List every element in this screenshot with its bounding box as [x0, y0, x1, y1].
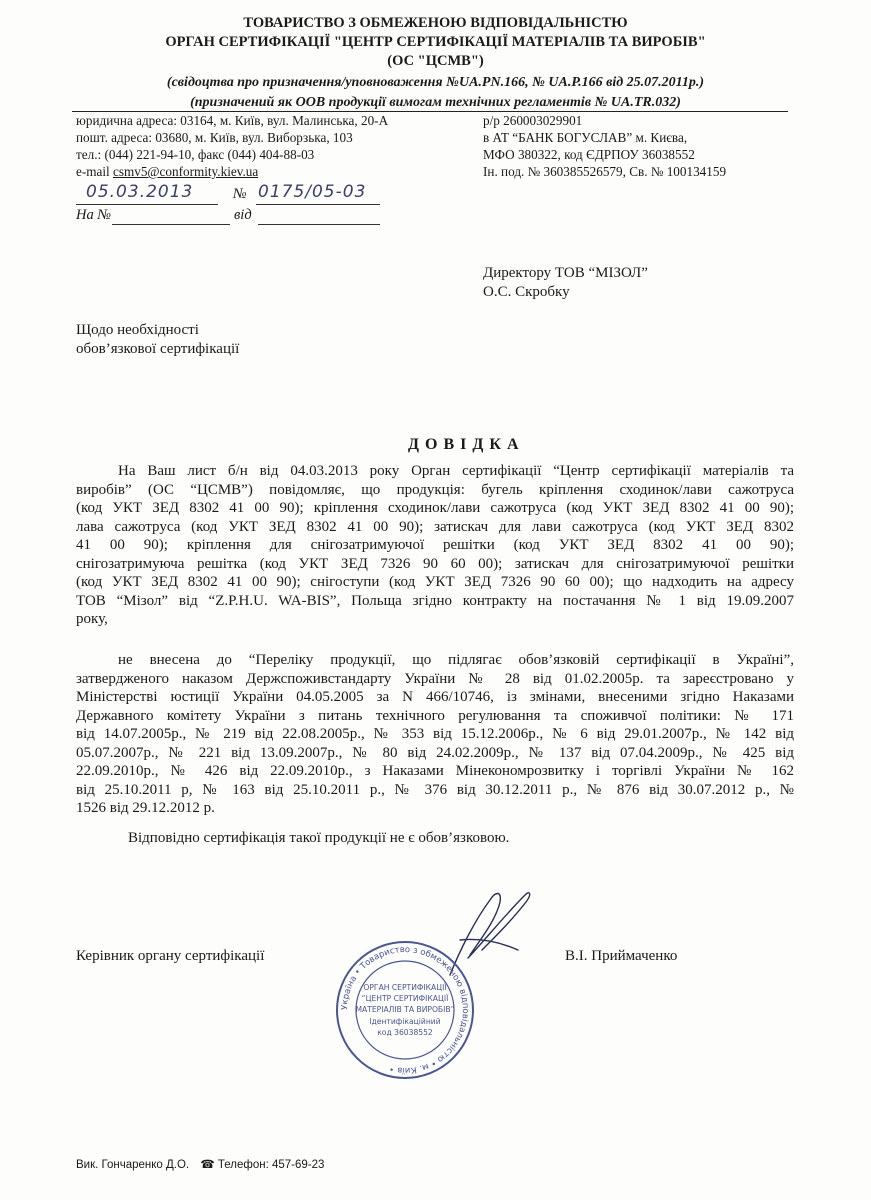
body-line: від 14.07.2005р., № 219 від 22.08.2005р., № 353 від 15.12.2006р., № 6 від 29.01.2007р., № 142 від — [76, 726, 794, 742]
org-short-name: (ОС "ЦСМВ") — [387, 53, 484, 69]
legal-address: юридична адреса: 03164, м. Київ, вул. Малинська, 20-А — [76, 113, 389, 128]
addressee-line2: О.С. Скробку — [483, 283, 570, 300]
signatory-name: В.І. Приймаченко — [565, 948, 678, 964]
email-label: e-mail — [76, 164, 113, 179]
body-line: (код УКТ ЗЕД 8302 41 00 90); снігоступи (код УКТ ЗЕД 7326 90 60 00); що надходить на адресу — [76, 574, 794, 590]
phone-fax: тел.: (044) 221-94-10, факс (044) 404-88-03 — [76, 147, 315, 162]
body-line: затвердженого наказом Держспоживстандарту України № 28 від 01.02.2005р. та зареєстровано у — [76, 670, 794, 687]
bank-mfo: МФО 380322, код ЄДРПОУ 36038552 — [483, 147, 695, 162]
body-line: ТОВ “Мізол” від “Z.P.H.U. WA-BIS”, Польща згідно контракту на постачання № 1 від 19.09.2007 — [76, 592, 794, 609]
body-line: (код УКТ ЗЕД 8302 41 00 90); кріплення сходинок/лави сажотруса (код УКТ ЗЕД 8302 41 00 90); — [76, 500, 794, 516]
subject-line2: обов’язкової сертифікації — [76, 340, 240, 357]
body-line: 05.07.2007р., № 221 від 13.09.2007р., № 80 від 24.02.2009р., № 137 від 07.04.2009р., № 425 від — [76, 744, 794, 761]
conclusion: Відповідно сертифікація такої продукції не є обов’язковою. — [128, 830, 510, 846]
org-name-line2: ОРГАН СЕРТИФІКАЦІЇ "ЦЕНТР СЕРТИФІКАЦІЇ МАТЕРІАЛІВ ТА ВИРОБІВ" — [165, 34, 706, 50]
body-line: На Ваш лист б/н від 04.03.2013 року Орган сертифікації “Центр сертифікації матеріалів та — [118, 463, 794, 479]
body-paragraph-2 — [76, 651, 794, 818]
body-line: Державного комітету України з питань технічного регулювання та споживчої політики: № 171 — [76, 707, 794, 724]
stamp-line3: МАТЕРІАЛІВ ТА ВИРОБІВ” — [355, 1005, 455, 1014]
body-line: 41 00 90); кріплення для снігозатримуючої решітки (код УКТ ЗЕД 8302 41 00 90); — [76, 537, 794, 553]
requisites-right — [483, 112, 726, 180]
body-line: 1526 від 29.12.2012 р. — [76, 800, 215, 816]
number-field — [256, 182, 380, 205]
round-stamp — [335, 940, 475, 1080]
tax-number: Ін. под. № 360385526579, Св. № 100134159 — [483, 164, 727, 179]
body-line: 22.09.2010р., № 426 від 22.09.2010р., з Наказами Мінекономрозвитку і торгівлі України № 162 — [76, 763, 794, 779]
stamp-line2: “ЦЕНТР СЕРТИФІКАЦІЇ — [361, 994, 449, 1003]
footer — [76, 1157, 324, 1171]
email-line — [76, 163, 388, 180]
body-line: снігозатримуюча решітка (код УКТ ЗЕД 7326 90 60 00); затискач для снігозатримуючої решітки — [76, 555, 794, 572]
body-line: виробів” (ОС “ЦСМВ”) повідомляє, що продукція: бугель кріплення сходинок/лави сажотруса — [76, 481, 794, 498]
body-line: року, — [76, 611, 108, 627]
handwritten-number: 0175/05-03 — [258, 182, 367, 202]
body-line: Міністерстві юстиції України 04.05.2005 за N 466/10746, із змінами, внесеними згідно Наказами — [76, 689, 794, 705]
stamp-line5: код 36038552 — [377, 1028, 433, 1037]
signatory-position: Керівник органу сертифікації — [76, 948, 265, 964]
certificate-info: (свідоцтва про призначення/уповноваження №UA.PN.166, № UA.P.166 від 25.07.2011р.) — [166, 75, 705, 90]
body-line: не внесена до “Переліку продукції, що підлягає обов’язковій сертифікації в Україні”, — [118, 652, 794, 668]
body-line: від 25.10.2011 р, № 163 від 25.10.2011 р., № 376 від 30.12.2011 р., № 876 від 30.07.2012 р., № — [76, 781, 794, 798]
requisites-left — [76, 112, 388, 180]
number-sign: № — [233, 186, 247, 202]
na-label: На № — [76, 207, 112, 223]
date-field — [76, 182, 218, 205]
subject — [76, 321, 239, 358]
stamp-outer-text: Україна • Товариство з обмеженою відповідальністю • м. Київ • — [339, 944, 471, 1076]
email-link[interactable]: csmv5@conformity.kiev.ua — [112, 164, 259, 179]
bank-account: р/р 260003029901 — [483, 113, 583, 128]
stamp-line4: Ідентифікаційний — [369, 1017, 441, 1026]
stamp-inner-text — [355, 983, 454, 1037]
postal-address: пошт. адреса: 03680, м. Київ, вул. Виборзька, 103 — [76, 130, 353, 145]
handwritten-date: 05.03.2013 — [86, 182, 194, 202]
body-paragraph-1 — [76, 462, 794, 629]
document-title: ДОВІДКА — [408, 436, 525, 453]
vid-field — [258, 207, 380, 225]
addressee — [483, 264, 648, 301]
executor: Вик. Гончаренко Д.О. — [76, 1159, 190, 1171]
na-field — [112, 207, 230, 225]
telephone-icon: ☎ — [200, 1159, 215, 1171]
designation-info: (призначений як ООВ продукції вимогам технічних регламентів № UA.TR.032) — [190, 95, 681, 110]
bank-name: в АТ “БАНК БОГУСЛАВ” м. Києва, — [483, 130, 688, 145]
footer-phone: Телефон: 457-69-23 — [217, 1159, 325, 1171]
vid-label: від — [234, 207, 252, 223]
org-name-line1: ТОВАРИСТВО З ОБМЕЖЕНОЮ ВІДПОВІДАЛЬНІСТЮ — [243, 15, 628, 31]
stamp-line1: ОРГАН СЕРТИФІКАЦІЇ — [363, 983, 447, 992]
subject-line1: Щодо необхідності — [76, 322, 199, 338]
body-line: лава сажотруса (код УКТ ЗЕД 8302 41 00 90); затискач для лави сажотруса (код УКТ ЗЕД 8302 — [76, 518, 794, 535]
addressee-line1: Директору ТОВ “МІЗОЛ” — [483, 265, 648, 281]
